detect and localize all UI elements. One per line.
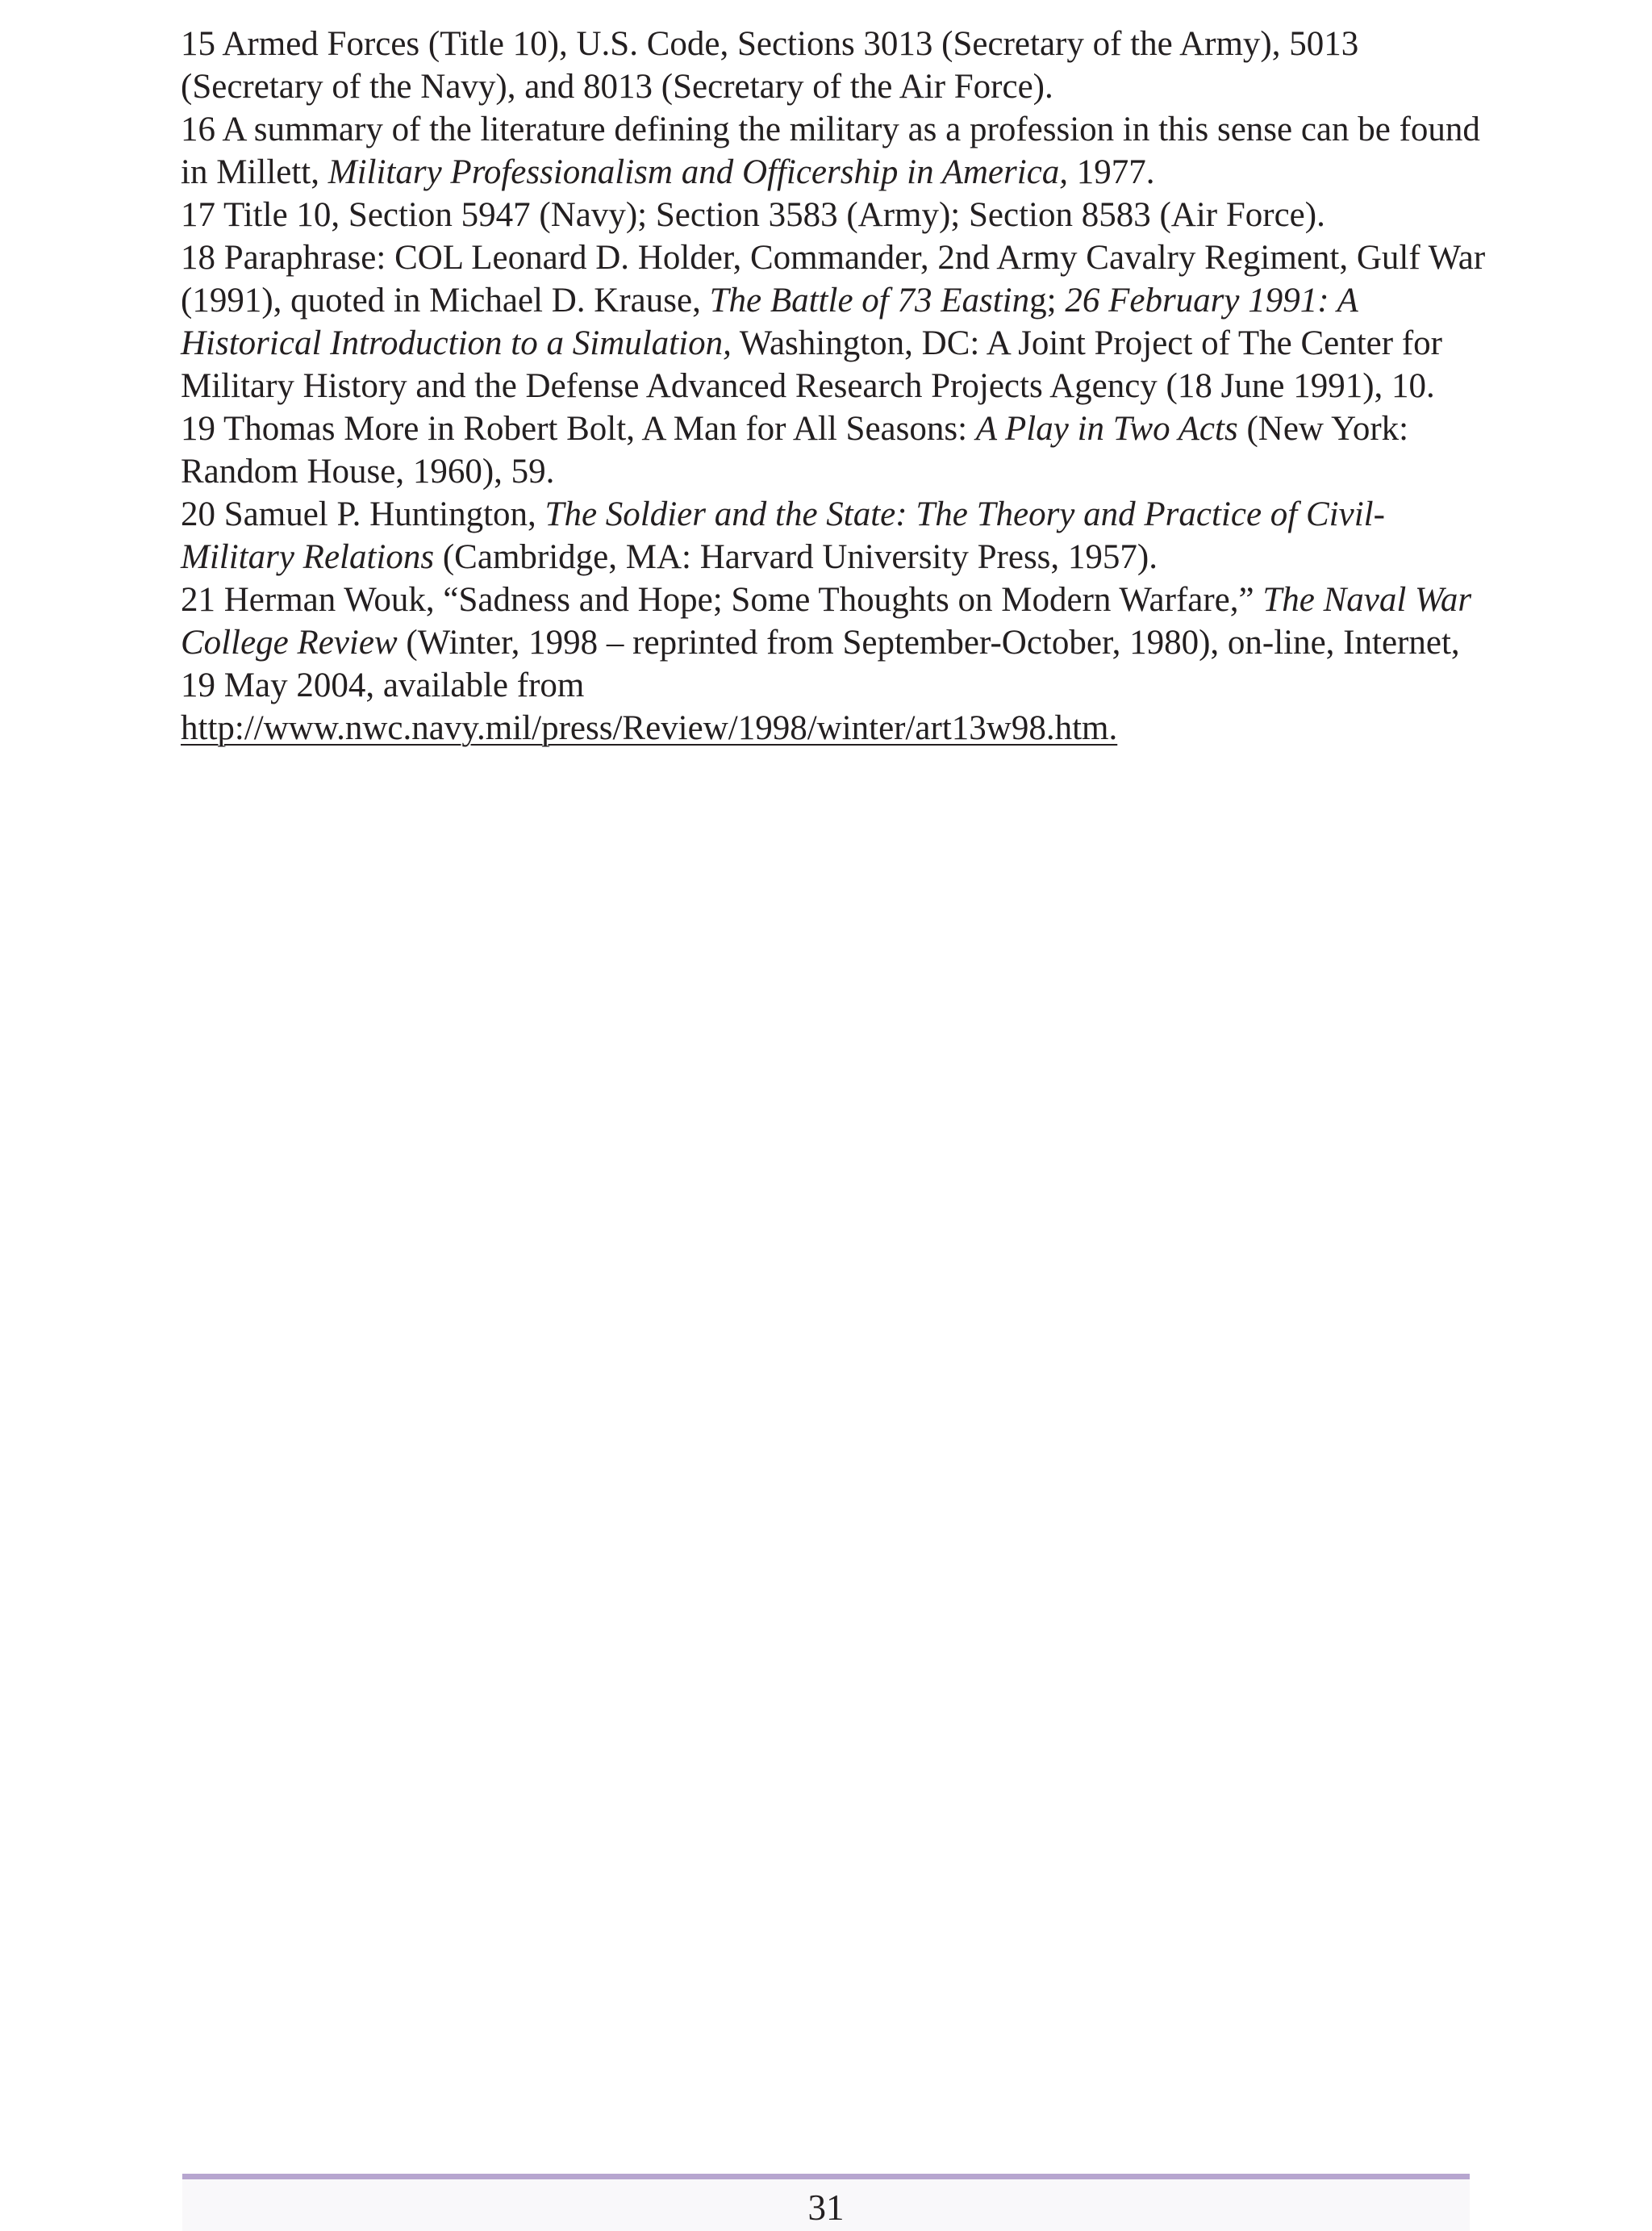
footnote-text: 15 Armed Forces (Title 10), U.S. Code, Sections 3013 (Secretary of the Army), 5013 (Secretary of the Navy), and 8013 (Secretary of the Air Force).	[181, 25, 1359, 106]
footnote-text: (Winter, 1998 – reprinted from September-October, 1980), on-line, Internet, 19 May 2004, available from	[181, 624, 1460, 704]
footnote-title-italic: 26 February 1991: A Historical Introduction to a Simulation,	[181, 282, 1358, 362]
footnote-text: 17 Title 10, Section 5947 (Navy); Section 3583 (Army); Section 8583 (Air Force).	[181, 196, 1325, 234]
footnote-text: 16 A summary of the literature defining the military as a profession in this sense can be found in Millett,	[181, 111, 1480, 191]
footnote-title-italic: The Battle of 73 Eastin	[709, 282, 1030, 320]
footnote-text: 1977.	[1068, 153, 1155, 191]
footnote-text: 18 Paraphrase: COL Leonard D. Holder, Commander, 2nd Army Cavalry Regiment, Gulf War (1991), quoted in Michael D. Krause,	[181, 239, 1486, 320]
footnote-text: g;	[1029, 282, 1066, 320]
footnote-20	[181, 493, 1496, 579]
footnote-15	[181, 23, 1496, 108]
footnote-17	[181, 194, 1496, 236]
footnote-title-italic: The Naval War College Review	[181, 581, 1472, 662]
footer-divider	[182, 2174, 1470, 2179]
footnote-text: 19 Thomas More in Robert Bolt, A Man for All Seasons:	[181, 410, 976, 448]
page-number: 31	[807, 2187, 845, 2228]
footnote-title-italic: The Soldier and the State: The Theory and Practice of Civil-Military Relations	[181, 495, 1385, 576]
footnote-title-italic: Military Professionalism and Officership in America,	[327, 153, 1069, 191]
source-url-link[interactable]: http://www.nwc.navy.mil/press/Review/1998/winter/art13w98.htm.	[181, 709, 1118, 747]
footnote-text: (New York: Random House, 1960), 59.	[181, 410, 1409, 491]
footnote-text: 21 Herman Wouk, “Sadness and Hope; Some Thoughts on Modern Warfare,”	[181, 581, 1263, 619]
footnote-title-italic: A Play in Two Acts	[975, 410, 1238, 448]
footnote-text: (Cambridge, MA: Harvard University Press, 1957).	[434, 538, 1158, 576]
footnotes-list	[181, 23, 1496, 750]
footnote-text: Washington, DC: A Joint Project of The Center for Military History and the Defense Advanced Research Projects Agency (18 June 1991), 10.	[181, 324, 1442, 405]
footnote-19	[181, 407, 1496, 493]
footnote-16	[181, 108, 1496, 194]
footnote-18	[181, 236, 1496, 407]
footnote-21	[181, 579, 1496, 750]
footnote-text: 20 Samuel P. Huntington,	[181, 495, 545, 533]
